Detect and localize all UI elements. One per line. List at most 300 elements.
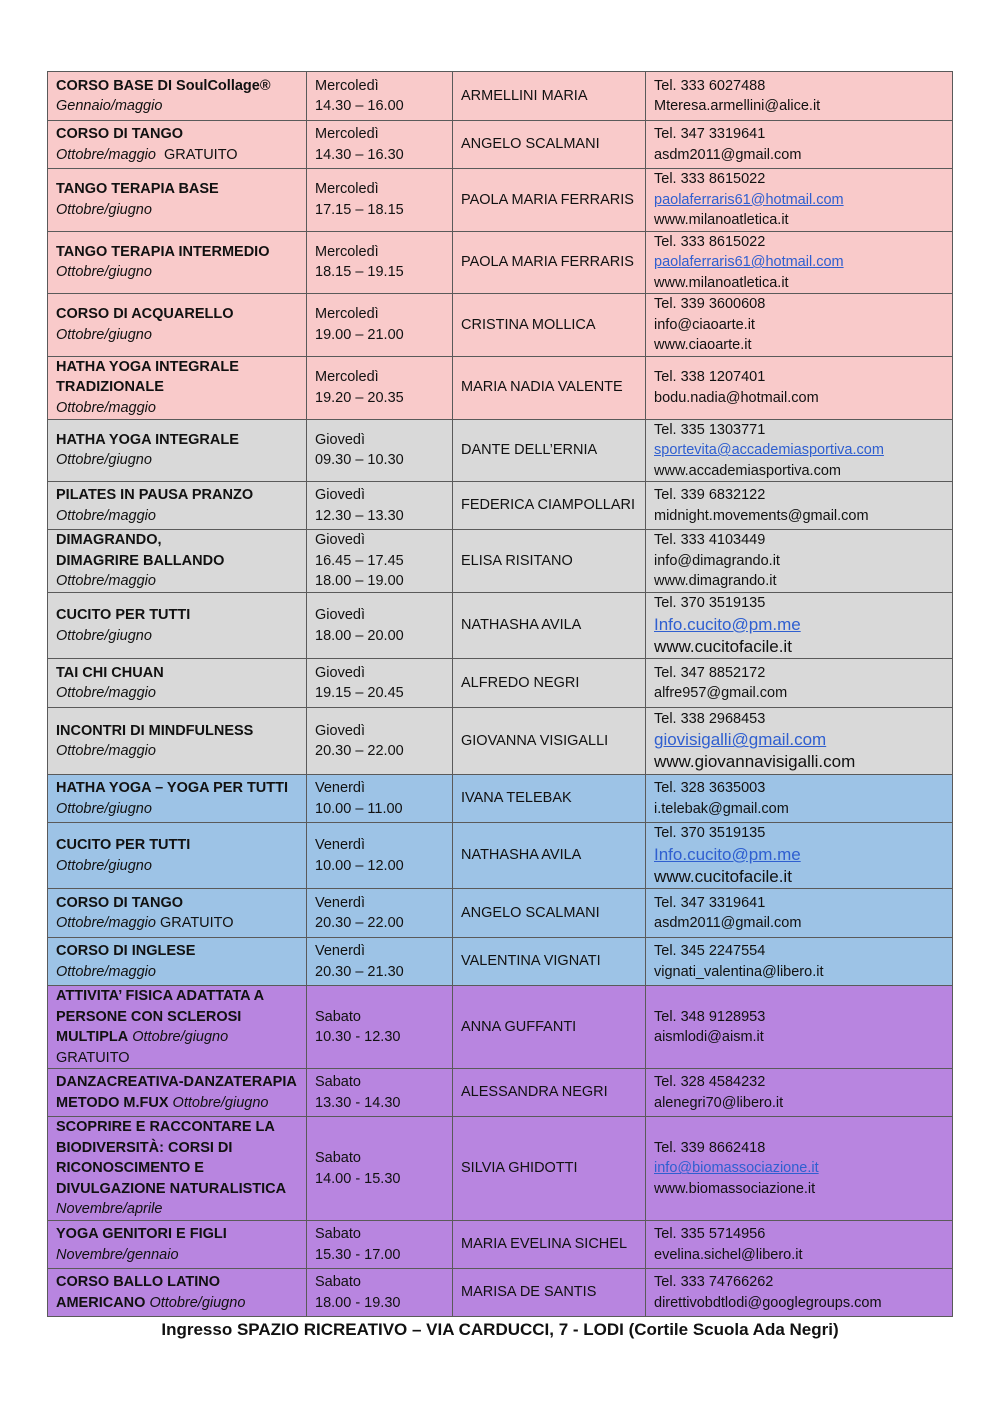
contact-email-link[interactable]: paolaferraris61@hotmail.com <box>654 191 844 208</box>
contact-cell <box>646 1269 953 1317</box>
schedule-cell <box>307 72 453 121</box>
schedule-day: Mercoledì <box>315 126 379 142</box>
contact-website: www.cucitofacile.it <box>654 636 792 656</box>
teacher-cell <box>453 1117 646 1221</box>
course-line <box>56 835 298 856</box>
teacher-name: SILVIA GHIDOTTI <box>461 1160 578 1177</box>
contact-phone: Tel. 328 3635003 <box>654 780 766 796</box>
contact-phone: Tel. 370 3519135 <box>654 825 766 842</box>
contact-cell <box>646 419 953 482</box>
course-line <box>56 96 298 117</box>
table-row <box>48 1269 953 1317</box>
table-row <box>48 823 953 889</box>
course-period: Ottobre/maggio <box>56 963 156 980</box>
schedule-cell <box>307 169 453 232</box>
course-title: PERSONE CON SCLEROSI <box>56 1008 242 1025</box>
contact-email: info@dimagrando.it <box>654 552 780 569</box>
course-cell <box>48 1069 307 1117</box>
course-period: Ottobre/giugno <box>56 452 152 469</box>
course-line <box>56 856 298 877</box>
teacher-name: ALFREDO NEGRI <box>461 674 580 691</box>
schedule-time: 12.30 – 13.30 <box>315 507 404 524</box>
teacher-name: MARIA EVELINA SICHEL <box>461 1236 628 1253</box>
course-title: CORSO BASE DI SoulCollage® <box>56 77 271 94</box>
teacher-cell <box>453 775 646 823</box>
contact-website: www.dimagrando.it <box>654 573 777 590</box>
schedule-time: 14.30 – 16.00 <box>315 98 404 114</box>
schedule-day: Venerdì <box>315 894 365 911</box>
teacher-cell <box>453 72 646 121</box>
course-cell <box>48 1269 307 1317</box>
course-line <box>56 1117 298 1138</box>
course-cell <box>48 231 307 294</box>
contact-email: vignati_valentina@libero.it <box>654 963 824 980</box>
teacher-cell <box>453 482 646 530</box>
schedule-day: Venerdì <box>315 837 365 853</box>
schedule-cell <box>307 231 453 294</box>
contact-cell <box>646 1117 953 1221</box>
course-title: SCOPRIRE E RACCONTARE LA <box>56 1119 275 1136</box>
teacher-name: NATHASHA AVILA <box>461 617 582 634</box>
course-line <box>56 1224 298 1245</box>
course-line <box>56 741 298 762</box>
contact-email: i.telebak@gmail.com <box>654 800 789 817</box>
course-line <box>56 450 298 471</box>
table-row <box>48 231 953 294</box>
teacher-cell <box>453 1069 646 1117</box>
teacher-name: GIOVANNA VISIGALLI <box>461 732 609 749</box>
course-line <box>56 799 298 820</box>
schedule-day: Mercoledì <box>315 181 379 198</box>
schedule-cell <box>307 1117 453 1221</box>
contact-email-link[interactable]: info@biomassociazione.it <box>654 1160 819 1177</box>
course-line <box>56 325 298 346</box>
course-title: GRATUITO <box>56 1049 130 1066</box>
course-line <box>56 506 298 527</box>
teacher-cell <box>453 593 646 659</box>
course-line <box>56 1048 298 1069</box>
teacher-name: NATHASHA AVILA <box>461 847 582 864</box>
course-cell <box>48 986 307 1069</box>
schedule-day: Mercoledì <box>315 77 379 94</box>
table-row <box>48 419 953 482</box>
schedule-cell <box>307 1069 453 1117</box>
course-line <box>56 663 298 684</box>
course-title: CORSO DI TANGO <box>56 126 184 142</box>
contact-cell <box>646 356 953 419</box>
schedule-time: 18.00 – 20.00 <box>315 627 404 644</box>
contact-cell <box>646 593 953 659</box>
course-line <box>56 913 298 934</box>
table-row <box>48 708 953 775</box>
contact-email: aismlodi@aism.it <box>654 1029 764 1045</box>
table-row <box>48 72 953 121</box>
contact-cell <box>646 482 953 530</box>
teacher-cell <box>453 356 646 419</box>
course-period: Gennaio/maggio <box>56 98 163 114</box>
teacher-cell <box>453 889 646 938</box>
contact-phone: Tel. 338 1207401 <box>654 369 766 385</box>
contact-phone: Tel. 335 5714956 <box>654 1226 766 1242</box>
contact-email: asdm2011@gmail.com <box>654 915 802 931</box>
table-row <box>48 659 953 708</box>
schedule-time: 20.30 – 22.00 <box>315 743 404 759</box>
course-cell <box>48 419 307 482</box>
schedule-time: 13.30 - 14.30 <box>315 1094 401 1111</box>
course-period: Ottobre/maggio <box>56 399 156 416</box>
contact-email: info@ciaoarte.it <box>654 316 755 333</box>
course-cell <box>48 72 307 121</box>
contact-cell <box>646 530 953 593</box>
course-title: CUCITO PER TUTTI <box>56 837 191 853</box>
course-title: AMERICANO <box>56 1294 146 1311</box>
contact-website: www.ciaoarte.it <box>654 337 752 353</box>
contact-website: www.cucitofacile.it <box>654 866 792 886</box>
course-line <box>56 626 298 647</box>
contact-cell <box>646 659 953 708</box>
schedule-cell <box>307 889 453 938</box>
table-row <box>48 1069 953 1117</box>
course-line <box>56 571 298 592</box>
course-line <box>56 1093 298 1114</box>
table-row <box>48 356 953 419</box>
course-line <box>56 357 298 378</box>
schedule-day: Venerdì <box>315 943 365 959</box>
course-title: DANZACREATIVA-DANZATERAPIA <box>56 1074 297 1090</box>
schedule-day: Giovedì <box>315 431 365 448</box>
contact-phone: Tel. 345 2247554 <box>654 943 766 959</box>
teacher-cell <box>453 1221 646 1269</box>
course-cell <box>48 356 307 419</box>
contact-phone: Tel. 339 8662418 <box>654 1139 766 1156</box>
schedule-time: 10.00 – 11.00 <box>315 800 403 817</box>
course-cell <box>48 823 307 889</box>
course-cell <box>48 1117 307 1221</box>
schedule-cell <box>307 775 453 823</box>
contact-cell <box>646 1069 953 1117</box>
contact-cell <box>646 708 953 775</box>
contact-cell <box>646 823 953 889</box>
footer-address: Ingresso SPAZIO RICREATIVO – VIA CARDUCCI, 7 - LODI (Cortile Scuola Ada Negri) <box>161 1320 839 1339</box>
contact-email: alfre957@gmail.com <box>654 685 788 701</box>
schedule-time: 20.30 – 22.00 <box>315 915 404 931</box>
contact-email-link[interactable]: Info.cucito@pm.me <box>654 844 801 864</box>
contact-phone: Tel. 370 3519135 <box>654 595 766 612</box>
contact-email-link[interactable]: sportevita@accademiasportiva.com <box>654 442 884 458</box>
contact-website: www.biomassociazione.it <box>654 1180 816 1197</box>
contact-website: www.milanoatletica.it <box>654 212 789 228</box>
course-free-note: GRATUITO <box>155 146 238 163</box>
teacher-cell <box>453 938 646 986</box>
schedule-time: 09.30 – 10.30 <box>315 452 404 469</box>
contact-website: www.accademiasportiva.com <box>654 462 841 479</box>
contact-email: asdm2011@gmail.com <box>654 146 802 163</box>
contact-phone: Tel. 333 6027488 <box>654 77 766 94</box>
course-line <box>56 179 298 200</box>
course-cell <box>48 482 307 530</box>
schedule-cell <box>307 530 453 593</box>
table-row <box>48 1221 953 1269</box>
table-row <box>48 482 953 530</box>
schedule-time: 18.00 – 19.00 <box>315 573 404 590</box>
table-row <box>48 121 953 169</box>
schedule-time: 10.30 - 12.30 <box>315 1029 401 1045</box>
course-line <box>56 1027 298 1048</box>
schedule-cell <box>307 593 453 659</box>
schedule-day: Sabato <box>315 1274 361 1290</box>
contact-cell <box>646 121 953 169</box>
contact-phone: Tel. 333 74766262 <box>654 1274 774 1290</box>
schedule-day: Sabato <box>315 1150 361 1166</box>
schedule-cell <box>307 1269 453 1317</box>
course-title: TRADIZIONALE <box>56 379 164 396</box>
course-title: TANGO TERAPIA INTERMEDIO <box>56 243 270 260</box>
course-period: Ottobre/maggio <box>56 915 156 931</box>
course-line <box>56 242 298 263</box>
course-line <box>56 304 298 325</box>
course-cell <box>48 775 307 823</box>
contact-cell <box>646 294 953 357</box>
course-title: INCONTRI DI MINDFULNESS <box>56 722 254 739</box>
schedule-time: 19.20 – 20.35 <box>315 389 404 406</box>
course-line <box>56 1158 298 1179</box>
course-line <box>56 1072 298 1093</box>
contact-phone: Tel. 348 9128953 <box>654 1008 766 1025</box>
course-title: HATHA YOGA – YOGA PER TUTTI <box>56 780 289 796</box>
course-period: Novembre/gennaio <box>56 1246 179 1263</box>
schedule-time: 14.30 – 16.30 <box>315 146 404 163</box>
course-period: Ottobre/giugno <box>56 857 152 874</box>
course-schedule-body <box>48 72 953 1317</box>
course-title: DIMAGRIRE BALLANDO <box>56 552 225 569</box>
teacher-name: ALESSANDRA NEGRI <box>461 1084 608 1101</box>
course-title: YOGA GENITORI E FIGLI <box>56 1226 227 1242</box>
course-cell <box>48 593 307 659</box>
contact-phone: Tel. 328 4584232 <box>654 1074 766 1090</box>
contact-email: midnight.movements@gmail.com <box>654 507 869 524</box>
contact-email-link[interactable]: paolaferraris61@hotmail.com <box>654 254 844 270</box>
contact-cell <box>646 231 953 294</box>
course-title: BIODIVERSITÀ: CORSI DI <box>56 1139 233 1156</box>
contact-phone: Tel. 347 3319641 <box>654 894 766 911</box>
schedule-day: Sabato <box>315 1226 361 1242</box>
schedule-day: Giovedì <box>315 532 365 549</box>
teacher-name: MARIA NADIA VALENTE <box>461 379 623 396</box>
course-line <box>56 1272 298 1293</box>
teacher-name: ANGELO SCALMANI <box>461 904 600 921</box>
schedule-time: 20.30 – 21.30 <box>315 963 404 980</box>
course-period: Ottobre/giugno <box>168 1094 269 1111</box>
course-line <box>56 1199 298 1220</box>
course-line <box>56 605 298 626</box>
contact-phone: Tel. 339 6832122 <box>654 487 766 503</box>
course-period: Ottobre/giugno <box>56 800 152 817</box>
contact-phone: Tel. 335 1303771 <box>654 421 766 438</box>
schedule-time: 18.15 – 19.15 <box>315 264 404 281</box>
contact-email: bodu.nadia@hotmail.com <box>654 389 819 406</box>
contact-cell <box>646 72 953 121</box>
course-period: Ottobre/giugno <box>145 1294 246 1311</box>
table-row <box>48 1117 953 1221</box>
course-line <box>56 76 298 97</box>
table-row <box>48 775 953 823</box>
teacher-name: ANGELO SCALMANI <box>461 136 600 153</box>
contact-email: alenegri70@libero.it <box>654 1094 784 1111</box>
teacher-name: ARMELLINI MARIA <box>461 87 588 104</box>
teacher-name: CRISTINA MOLLICA <box>461 316 596 333</box>
teacher-cell <box>453 121 646 169</box>
teacher-cell <box>453 231 646 294</box>
schedule-day: Sabato <box>315 1074 361 1090</box>
contact-email-link[interactable]: giovisigalli@gmail.com <box>654 730 827 750</box>
course-period: Ottobre/giugno <box>128 1029 229 1045</box>
schedule-cell <box>307 938 453 986</box>
course-cell <box>48 121 307 169</box>
contact-cell <box>646 775 953 823</box>
course-line <box>56 941 298 962</box>
schedule-cell <box>307 419 453 482</box>
schedule-cell <box>307 356 453 419</box>
teacher-cell <box>453 1269 646 1317</box>
table-row <box>48 169 953 232</box>
course-period: Ottobre/maggio <box>56 685 156 701</box>
schedule-day: Mercoledì <box>315 243 379 260</box>
course-title: RICONOSCIMENTO E <box>56 1160 204 1177</box>
course-period: Ottobre/maggio <box>56 146 156 163</box>
course-line <box>56 1138 298 1159</box>
schedule-cell <box>307 482 453 530</box>
course-title: TANGO TERAPIA BASE <box>56 181 219 198</box>
contact-phone: Tel. 347 8852172 <box>654 664 766 681</box>
teacher-name: PAOLA MARIA FERRARIS <box>461 254 634 270</box>
course-line <box>56 551 298 572</box>
teacher-name: FEDERICA CIAMPOLLARI <box>461 497 636 514</box>
teacher-cell <box>453 823 646 889</box>
course-cell <box>48 659 307 708</box>
table-row <box>48 938 953 986</box>
table-row <box>48 593 953 659</box>
course-title: MULTIPLA <box>56 1029 129 1045</box>
schedule-day: Giovedì <box>315 664 365 681</box>
schedule-cell <box>307 986 453 1069</box>
course-title: TAI CHI CHUAN <box>56 664 164 681</box>
teacher-cell <box>453 708 646 775</box>
course-period: Ottobre/giugno <box>56 326 152 343</box>
contact-cell <box>646 986 953 1069</box>
schedule-time: 18.00 - 19.30 <box>315 1294 401 1311</box>
contact-phone: Tel. 333 8615022 <box>654 171 766 187</box>
contact-website: www.giovannavisigalli.com <box>654 752 856 772</box>
course-cell <box>48 530 307 593</box>
course-line <box>56 683 298 704</box>
course-title: CORSO DI ACQUARELLO <box>56 306 234 323</box>
schedule-time: 10.00 – 12.00 <box>315 857 404 874</box>
schedule-day: Venerdì <box>315 780 365 796</box>
course-line <box>56 262 298 283</box>
schedule-cell <box>307 121 453 169</box>
contact-phone: Tel. 347 3319641 <box>654 126 766 142</box>
course-line <box>56 778 298 799</box>
teacher-cell <box>453 986 646 1069</box>
course-line <box>56 1007 298 1028</box>
teacher-name: MARISA DE SANTIS <box>461 1284 597 1301</box>
course-cell <box>48 708 307 775</box>
contact-email-link[interactable]: Info.cucito@pm.me <box>654 614 801 634</box>
teacher-name: IVANA TELEBAK <box>461 790 572 807</box>
schedule-time: 19.00 – 21.00 <box>315 326 404 343</box>
schedule-day: Giovedì <box>315 487 365 503</box>
teacher-name: DANTE DELL’ERNIA <box>461 442 598 458</box>
schedule-cell <box>307 708 453 775</box>
contact-cell <box>646 889 953 938</box>
course-line <box>56 377 298 398</box>
schedule-day: Giovedì <box>315 722 365 739</box>
course-line <box>56 1179 298 1200</box>
contact-email: Mteresa.armellini@alice.it <box>654 98 821 114</box>
teacher-cell <box>453 294 646 357</box>
course-line <box>56 200 298 221</box>
contact-phone: Tel. 339 3600608 <box>654 296 766 312</box>
course-line <box>56 893 298 914</box>
table-row <box>48 530 953 593</box>
course-line <box>56 962 298 983</box>
contact-email: evelina.sichel@libero.it <box>654 1246 803 1263</box>
teacher-cell <box>453 169 646 232</box>
teacher-name: PAOLA MARIA FERRARIS <box>461 191 634 208</box>
schedule-day: Sabato <box>315 1008 361 1025</box>
course-line <box>56 145 298 166</box>
course-title: METODO M.FUX <box>56 1094 169 1111</box>
course-cell <box>48 169 307 232</box>
schedule-cell <box>307 294 453 357</box>
table-row <box>48 294 953 357</box>
course-cell <box>48 938 307 986</box>
course-line <box>56 530 298 551</box>
course-title: HATHA YOGA INTEGRALE <box>56 431 239 448</box>
course-cell <box>48 294 307 357</box>
course-title: CUCITO PER TUTTI <box>56 607 191 623</box>
schedule-cell <box>307 659 453 708</box>
course-free-note: GRATUITO <box>155 915 234 931</box>
course-title: ATTIVITA’ FISICA ADATTATA A <box>56 988 265 1004</box>
teacher-cell <box>453 419 646 482</box>
course-line <box>56 124 298 145</box>
course-line <box>56 1293 298 1314</box>
teacher-cell <box>453 530 646 593</box>
course-period: Ottobre/giugno <box>56 627 152 644</box>
course-line <box>56 485 298 506</box>
course-schedule-table <box>47 71 953 1317</box>
schedule-cell <box>307 823 453 889</box>
contact-phone: Tel. 333 8615022 <box>654 233 766 250</box>
course-period: Ottobre/giugno <box>56 201 152 218</box>
teacher-name: ANNA GUFFANTI <box>461 1018 577 1035</box>
course-period: Ottobre/maggio <box>56 573 156 590</box>
teacher-name: VALENTINA VIGNATI <box>461 953 601 970</box>
course-line <box>56 986 298 1007</box>
course-title: HATHA YOGA INTEGRALE <box>56 358 239 375</box>
course-period: Ottobre/giugno <box>56 264 152 281</box>
teacher-name: ELISA RISITANO <box>461 552 573 569</box>
contact-phone: Tel. 333 4103449 <box>654 532 766 549</box>
schedule-time: 16.45 – 17.45 <box>315 552 404 569</box>
table-row <box>48 986 953 1069</box>
course-line <box>56 721 298 742</box>
schedule-day: Mercoledì <box>315 369 379 385</box>
teacher-cell <box>453 659 646 708</box>
course-cell <box>48 1221 307 1269</box>
course-title: CORSO DI TANGO <box>56 894 184 911</box>
